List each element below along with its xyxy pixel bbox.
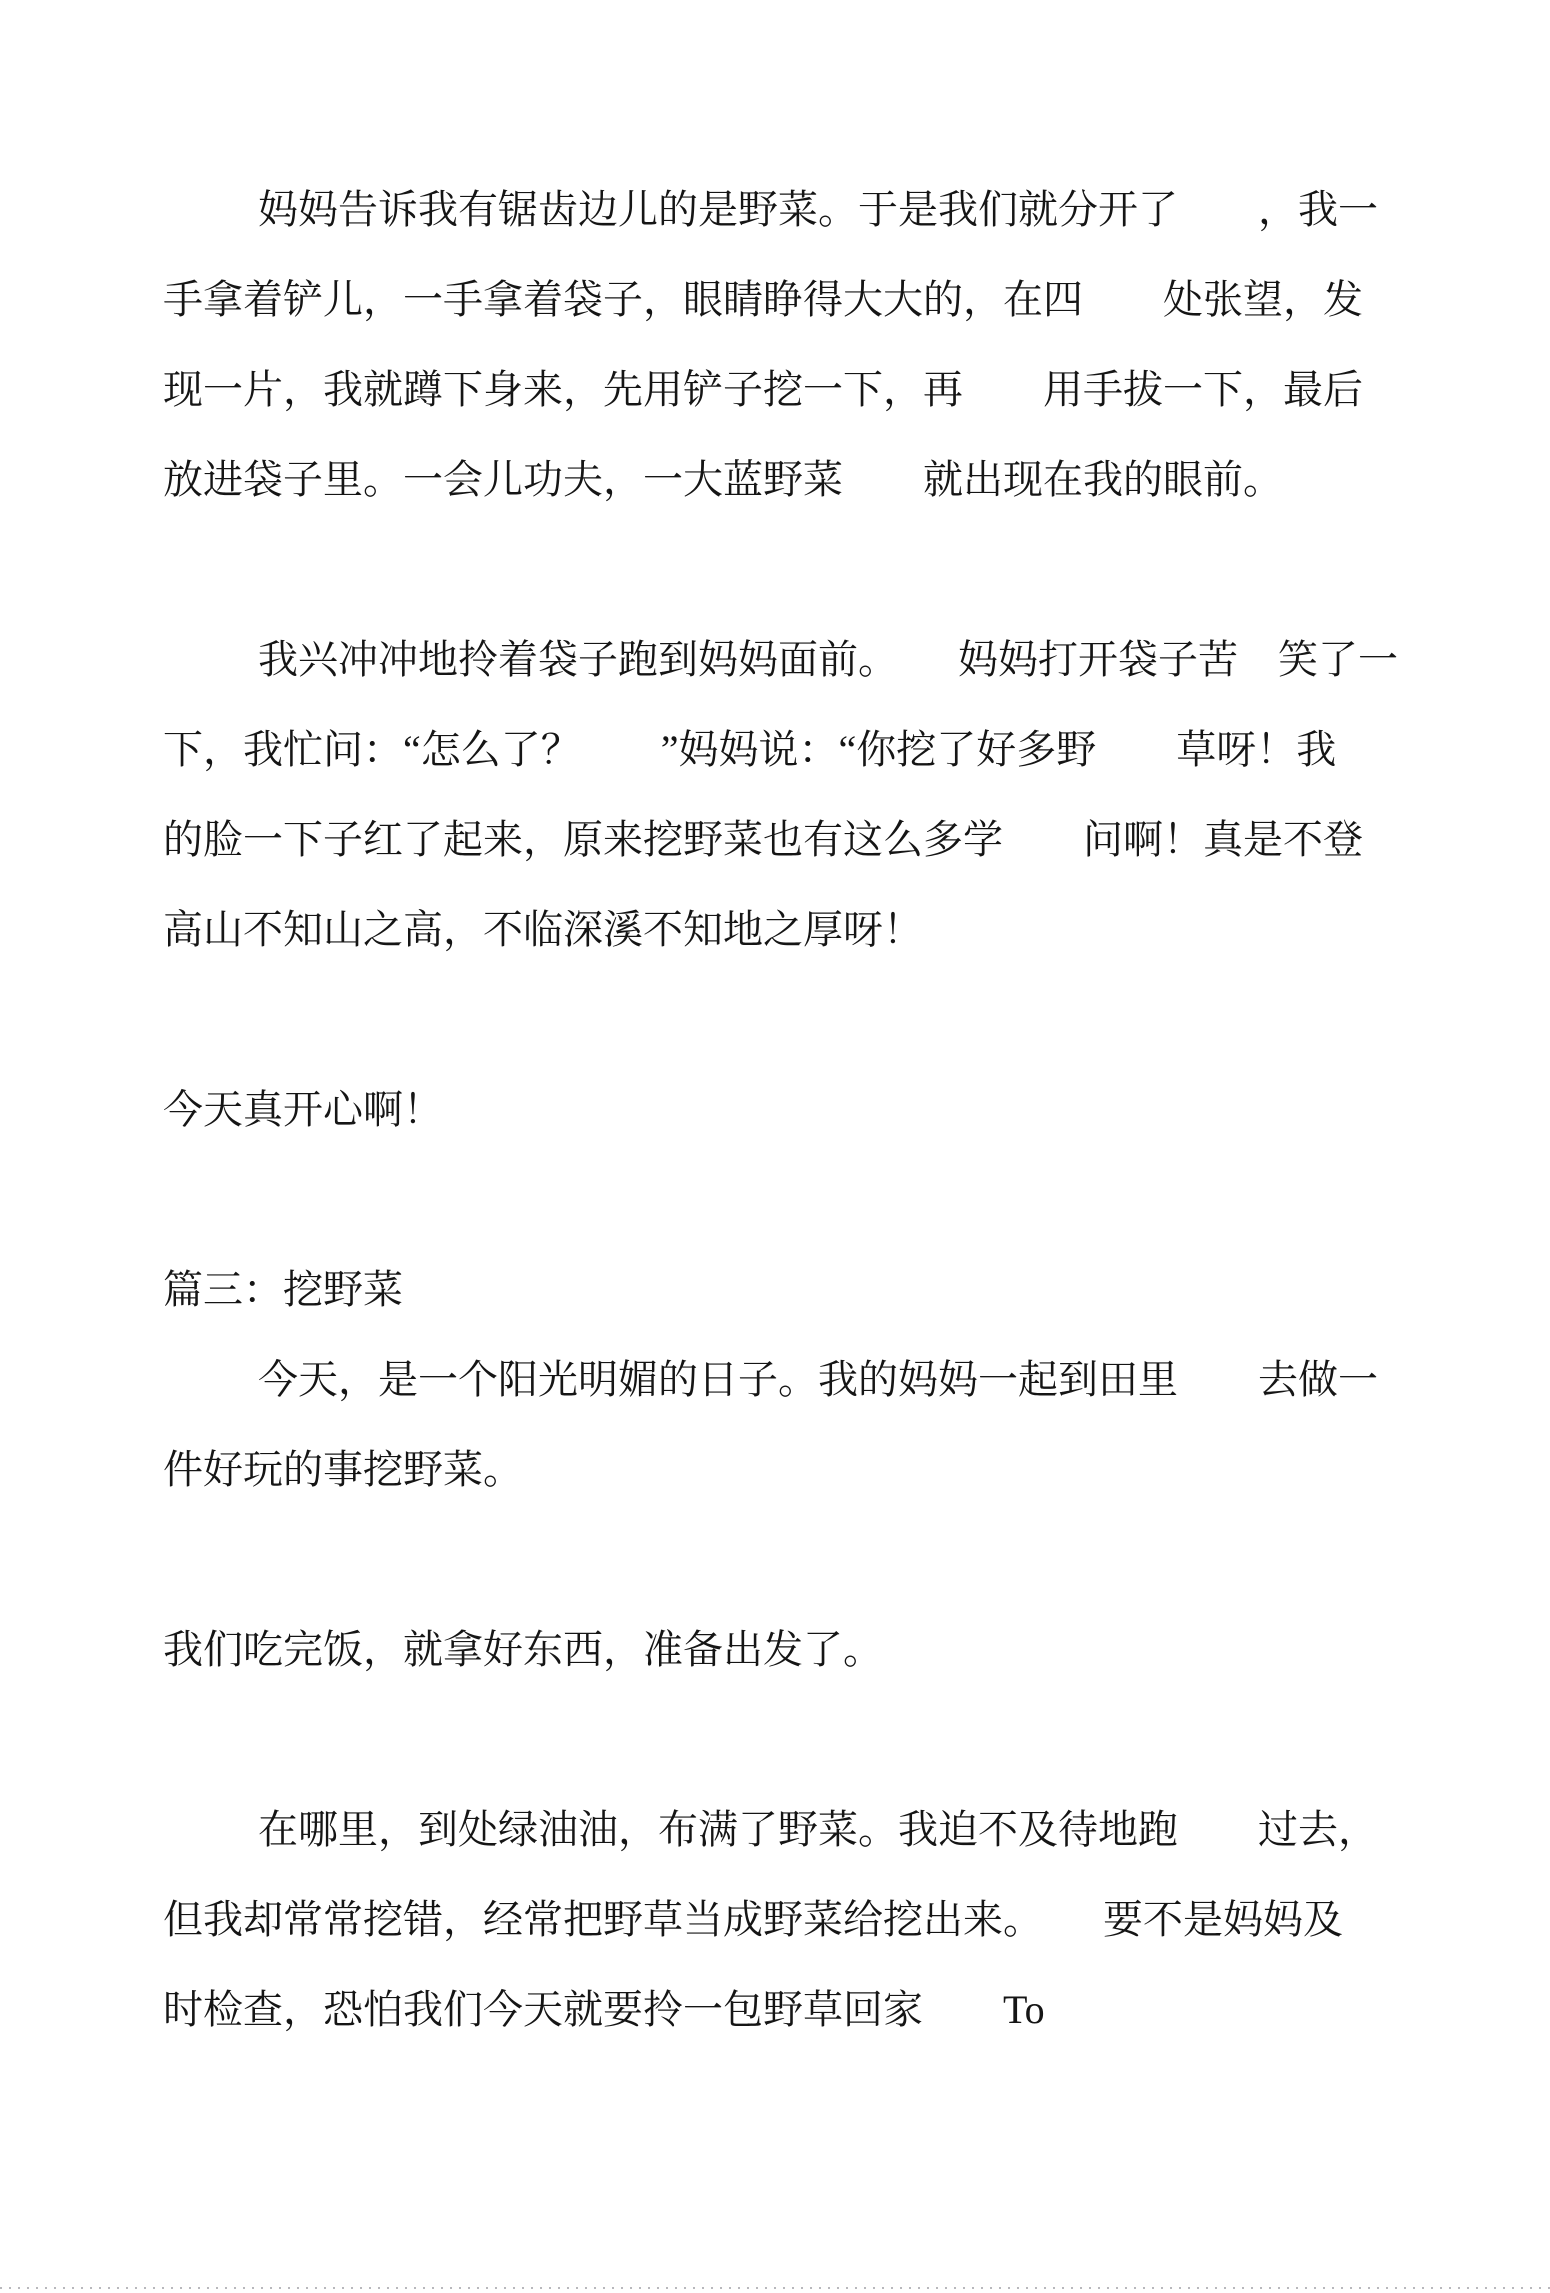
text-line: 手拿着铲儿，一手拿着袋子，眼睛睁得大大的，在四 处张望，发: [163, 277, 1363, 322]
section-heading-pian-san: [163, 1245, 1453, 1335]
text-line: 但我却常常挖错，经常把野草当成野菜给挖出来。 要不是妈妈及: [163, 1897, 1343, 1942]
text-line: 现一片，我就蹲下身来，先用铲子挖一下，再 用手拔一下，最后: [163, 367, 1363, 412]
paragraph-2: [163, 615, 1453, 975]
text-line: 放进袋子里。一会儿功夫，一大蓝野菜 就出现在我的眼前。: [163, 457, 1283, 502]
text-line: 在哪里，到处绿油油，布满了野菜。我迫不及待地跑 过去，: [258, 1807, 1378, 1852]
text-line: 下，我忙问：“怎么了？ ”妈妈说：“你挖了好多野 草呀！我: [163, 727, 1337, 772]
paragraph-7: [163, 1785, 1453, 2055]
text-line: 篇三：挖野菜: [163, 1267, 403, 1312]
text-line: 今天真开心啊！: [163, 1087, 443, 1132]
text-line: 高山不知山之高，不临深溪不知地之厚呀！: [163, 907, 923, 952]
paragraph-1: [163, 165, 1453, 525]
text-line: 今天，是一个阳光明媚的日子。我的妈妈一起到田里 去做一: [258, 1357, 1378, 1402]
text-line: 我们吃完饭，就拿好东西，准备出发了。: [163, 1627, 883, 1672]
page-bottom-dotted-divider: [0, 2287, 1550, 2289]
paragraph-5: [163, 1335, 1453, 1515]
text-line: 时检查，恐怕我们今天就要拎一包野草回家 To: [163, 1987, 1045, 2032]
text-line: 件好玩的事挖野菜。: [163, 1447, 523, 1492]
paragraph-6: [163, 1605, 1453, 1695]
document-body: [163, 165, 1453, 2145]
text-line: 的脸一下子红了起来，原来挖野菜也有这么多学 问啊！真是不登: [163, 817, 1363, 862]
paragraph-3: [163, 1065, 1453, 1155]
text-line: 我兴冲冲地拎着袋子跑到妈妈面前。 妈妈打开袋子苦 笑了一: [258, 637, 1398, 682]
text-line: 妈妈告诉我有锯齿边儿的是野菜。于是我们就分开了 ，我一: [258, 187, 1378, 232]
